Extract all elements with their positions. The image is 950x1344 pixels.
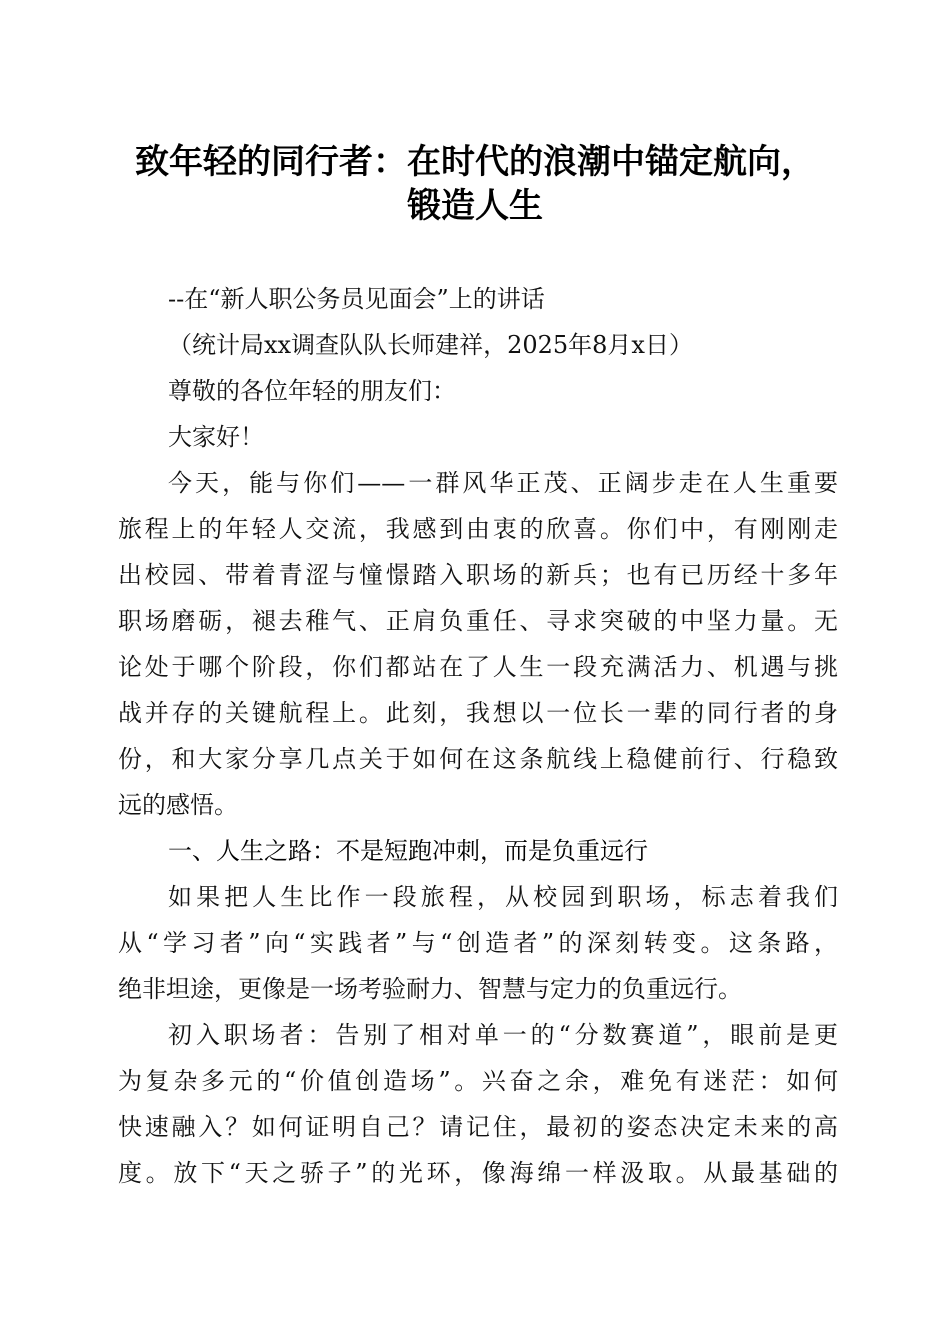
paragraph-line: 为复杂多元的“价值创造场”。兴奋之余，难免有迷茫：如何 [118, 1067, 838, 1095]
paragraph-1 [118, 460, 838, 828]
paragraph-line: 初入职场者：告别了相对单一的“分数赛道”，眼前是更 [168, 1021, 838, 1049]
paragraph-3 [118, 1012, 838, 1196]
greeting: 大家好！ [168, 423, 264, 451]
document-title-line-1: 致年轻的同行者：在时代的浪潮中锚定航向， [135, 142, 815, 182]
paragraph-line: 份，和大家分享几点关于如何在这条航线上稳健前行、行稳致 [118, 745, 838, 773]
paragraph-line: 绝非坦途，更像是一场考验耐力、智慧与定力的负重远行。 [118, 975, 742, 1003]
paragraph-line: 论处于哪个阶段，你们都站在了人生一段充满活力、机遇与挑 [118, 653, 838, 681]
paragraph-line: 度。放下“天之骄子”的光环，像海绵一样汲取。从最基础的 [118, 1159, 838, 1187]
document-title-line-2: 锻造人生 [407, 186, 543, 226]
paragraph-line: 旅程上的年轻人交流，我感到由衷的欣喜。你们中，有刚刚走 [118, 515, 838, 543]
document-body [118, 276, 838, 1196]
paragraph-line: 出校园、带着青涩与憧憬踏入职场的新兵；也有已历经十多年 [118, 561, 838, 589]
salutation: 尊敬的各位年轻的朋友们： [168, 377, 456, 405]
paragraph-line: 如果把人生比作一段旅程，从校园到职场，标志着我们 [168, 883, 838, 911]
paragraph-2 [118, 874, 838, 1012]
subtitle: --在“新人职公务员见面会”上的讲话 [168, 285, 545, 313]
attribution: （统计局xx调查队队长师建祥，2025年8月x日） [168, 331, 693, 359]
paragraph-line: 快速融入？如何证明自己？请记住，最初的姿态决定未来的高 [118, 1113, 838, 1141]
paragraph-line: 战并存的关键航程上。此刻，我想以一位长一辈的同行者的身 [118, 699, 838, 727]
paragraph-line: 今天，能与你们——一群风华正茂、正阔步走在人生重要 [168, 469, 838, 497]
paragraph-line: 远的感悟。 [118, 791, 238, 819]
paragraph-line: 职场磨砺，褪去稚气、正肩负重任、寻求突破的中坚力量。无 [118, 607, 838, 635]
paragraph-line: 从“学习者”向“实践者”与“创造者”的深刻转变。这条路， [118, 929, 838, 957]
section-1-heading: 一、人生之路：不是短跑冲刺，而是负重远行 [168, 837, 648, 865]
